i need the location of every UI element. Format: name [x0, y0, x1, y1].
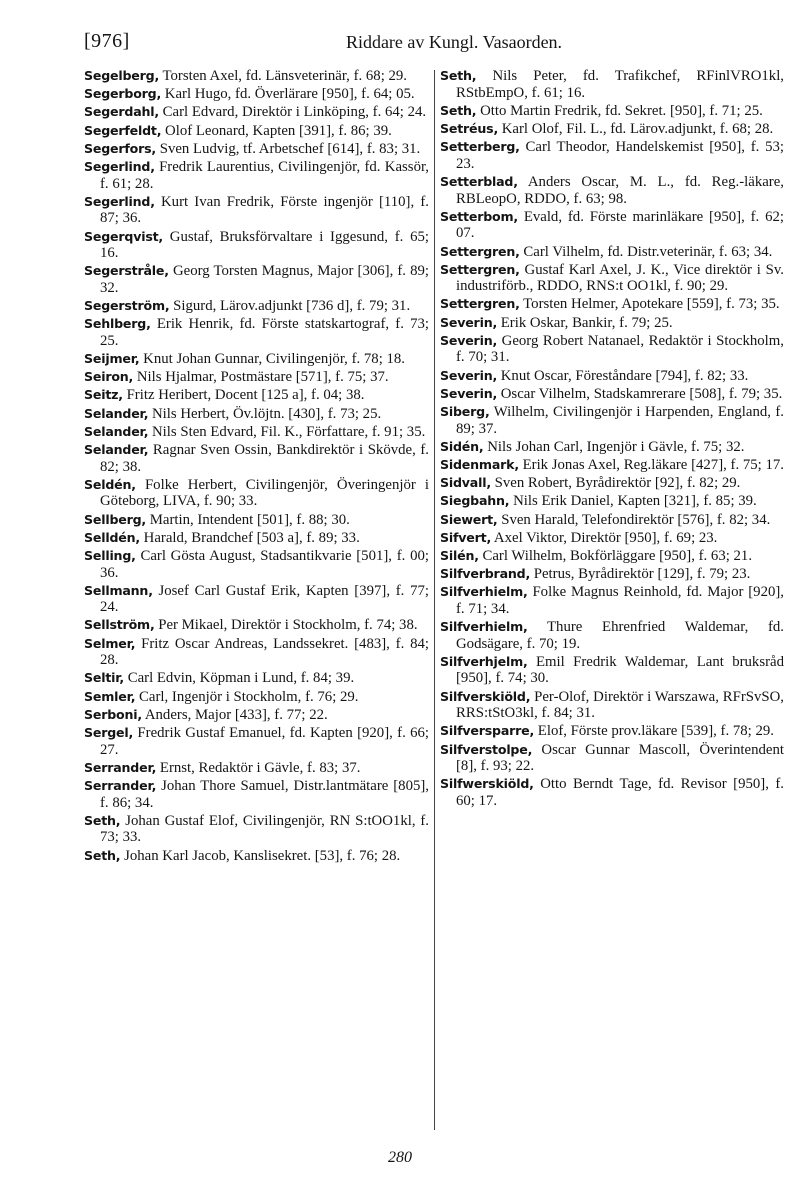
entry-surname: Silfverhielm,: [440, 619, 528, 635]
entry-surname: Sellmann,: [84, 582, 153, 598]
entry-details: Erik Henrik, fd. Förste statskartograf, f. 73; 25.: [100, 316, 429, 349]
entry-surname: Semler,: [84, 688, 136, 704]
entry-details: Harald, Brandchef [503 a], f. 89; 33.: [139, 529, 360, 546]
register-entry: [84, 617, 429, 634]
register-entry: [440, 584, 784, 617]
entry-details: Josef Carl Gustaf Erik, Kapten [397], f. 77; 24.: [100, 582, 429, 616]
register-entry: [440, 68, 784, 101]
entry-surname: Serrander,: [84, 759, 157, 775]
entry-details: Nils Johan Carl, Ingenjör i Gävle, f. 75; 32.: [483, 438, 745, 455]
entry-surname: Segerborg,: [84, 86, 162, 102]
entry-surname: Settergren,: [440, 243, 520, 259]
entry-details: Per-Olof, Direktör i Warszawa, RFrSvSO, RRS:tStO3kl, f. 84; 31.: [456, 688, 784, 722]
entry-surname: Segerfors,: [84, 140, 157, 156]
register-entry: [440, 368, 784, 385]
entry-surname: Severin,: [440, 314, 498, 330]
register-entry: [440, 548, 784, 565]
entry-details: Erik Oskar, Bankir, f. 79; 25.: [497, 314, 673, 331]
entry-details: Anders, Major [433], f. 77; 22.: [141, 706, 328, 723]
entry-details: Emil Fredrik Waldemar, Lant bruksråd [950], f. 74; 30.: [456, 653, 784, 687]
register-entry: [84, 316, 429, 349]
entry-details: Elof, Förste prov.läkare [539], f. 78; 29.: [534, 723, 774, 740]
register-entry: [440, 742, 784, 775]
entry-surname: Selling,: [84, 547, 136, 563]
entry-surname: Severin,: [440, 385, 498, 401]
register-entry: [84, 778, 429, 811]
entry-details: Nils Herbert, Öv.löjtn. [430], f. 73; 25.: [148, 405, 382, 422]
entry-details: Torsten Helmer, Apotekare [559], f. 73; 35.: [519, 296, 780, 313]
left-column: [84, 68, 429, 866]
entry-details: Anders Oscar, M. L., fd. Reg.-läkare, RBLeopO, RDDO, f. 63; 98.: [456, 173, 784, 207]
entry-details: Otto Martin Fredrik, fd. Sekret. [950], f. 71; 25.: [476, 102, 763, 119]
entry-details: Sven Robert, Byrådirektör [92], f. 82; 29.: [490, 475, 741, 492]
entry-surname: Silfverskiöld,: [440, 688, 531, 704]
entry-details: Torsten Axel, fd. Länsveterinär, f. 68; 29.: [159, 68, 408, 84]
register-entry: [84, 477, 429, 510]
entry-details: Oscar Vilhelm, Stadskamrerare [508], f. 79; 35.: [497, 385, 783, 402]
entry-surname: Seldén,: [84, 476, 136, 492]
register-entry: [84, 68, 429, 85]
register-entry: [84, 548, 429, 581]
register-entry: [84, 670, 429, 687]
entry-surname: Seijmer,: [84, 351, 140, 367]
register-entry: [440, 174, 784, 207]
entry-surname: Sidvall,: [440, 475, 491, 491]
register-entry: [440, 333, 784, 366]
entry-surname: Segerstråle,: [84, 263, 169, 279]
register-entry: [84, 424, 429, 441]
entry-surname: Silfverbrand,: [440, 566, 531, 582]
entry-surname: Sergel,: [84, 725, 134, 740]
entry-surname: Siegbahn,: [440, 493, 510, 509]
register-entry: [440, 386, 784, 403]
register-entry: [84, 159, 429, 192]
entry-details: Per Mikael, Direktör i Stockholm, f. 74; 38.: [154, 617, 418, 634]
entry-surname: Selander,: [84, 405, 149, 421]
entry-surname: Selldén,: [84, 529, 140, 545]
entry-surname: Seth,: [440, 102, 477, 118]
entry-surname: Selander,: [84, 441, 149, 457]
entry-surname: Segerström,: [84, 298, 170, 314]
entry-surname: Silfverhjelm,: [440, 653, 528, 669]
register-entry: [84, 530, 429, 547]
entry-surname: Sifvert,: [440, 529, 492, 545]
entry-surname: Segerlind,: [84, 158, 155, 174]
entry-details: Carl, Ingenjör i Stockholm, f. 76; 29.: [135, 688, 359, 705]
entry-details: Fritz Heribert, Docent [125 a], f. 04; 38.: [122, 387, 365, 404]
register-entry: [84, 387, 429, 404]
entry-details: Sven Harald, Telefondirektör [576], f. 82; 34.: [497, 511, 771, 528]
entry-details: Carl Vilhelm, fd. Distr.veterinär, f. 63; 34.: [519, 243, 773, 260]
entry-details: Johan Thore Samuel, Distr.lantmätare [805], f. 86; 34.: [100, 777, 429, 811]
entry-details: Fritz Oscar Andreas, Landssekret. [483], f. 84; 28.: [100, 635, 429, 669]
entry-surname: Silén,: [440, 547, 479, 563]
entry-surname: Setterblad,: [440, 173, 518, 189]
entry-surname: Selander,: [84, 423, 149, 439]
entry-surname: Segerqvist,: [84, 228, 164, 244]
entry-surname: Settergren,: [440, 261, 520, 277]
entry-details: Gustaf Karl Axel, J. K., Vice direktör i Sv. industriförb., RDDO, RNS:t OO1kl, f. 90; 29.: [456, 261, 784, 295]
register-entry: [84, 194, 429, 227]
entry-surname: Sellberg,: [84, 511, 147, 527]
entry-details: Georg Torsten Magnus, Major [306], f. 89; 32.: [100, 263, 429, 296]
register-entry: [440, 103, 784, 120]
entry-details: Ragnar Sven Ossin, Bankdirektör i Skövde, f. 82; 38.: [100, 441, 429, 475]
entry-details: Kurt Ivan Fredrik, Förste ingenjör [110], f. 87; 36.: [100, 193, 429, 227]
register-entry: [84, 636, 429, 669]
entry-details: Carl Wilhelm, Bokförläggare [950], f. 63; 21.: [478, 547, 753, 564]
register-entry: [440, 689, 784, 722]
entry-surname: Setterberg,: [440, 139, 520, 155]
entry-details: Nils Hjalmar, Postmästare [571], f. 75; 37.: [133, 369, 389, 386]
entry-details: Nils Erik Daniel, Kapten [321], f. 85; 39.: [509, 493, 757, 510]
entry-details: Fredrik Laurentius, Civilingenjör, fd. Kassör, f. 61; 28.: [100, 158, 429, 192]
entry-details: Wilhelm, Civilingenjör i Harpenden, England, f. 89; 37.: [456, 404, 784, 437]
entry-details: Nils Sten Edvard, Fil. K., Författare, f. 91; 35.: [148, 423, 426, 440]
register-entry: [440, 439, 784, 456]
entry-surname: Seth,: [84, 812, 121, 828]
entry-surname: Setréus,: [440, 120, 499, 136]
register-entry: [84, 298, 429, 315]
entry-surname: Sellström,: [84, 617, 155, 633]
page-title: Riddare av Kungl. Vasaorden.: [345, 32, 563, 52]
entry-details: Karl Olof, Fil. L., fd. Lärov.adjunkt, f. 68; 28.: [498, 120, 774, 137]
register-entry: [84, 442, 429, 475]
register-entry: [84, 406, 429, 423]
register-entry: [84, 351, 429, 368]
entry-surname: Seitz,: [84, 387, 123, 403]
entry-surname: Sidén,: [440, 438, 484, 454]
register-entry: [84, 813, 429, 846]
entry-surname: Severin,: [440, 332, 498, 348]
entry-details: Evald, fd. Förste marinläkare [950], f. 62; 07.: [456, 208, 784, 242]
entry-surname: Silfwerskiöld,: [440, 776, 534, 792]
entry-surname: Segerfeldt,: [84, 122, 162, 138]
register-entry: [440, 654, 784, 687]
entry-details: Martin, Intendent [501], f. 88; 30.: [146, 511, 350, 528]
register-entry: [440, 296, 784, 313]
register-entry: [440, 723, 784, 740]
entry-details: Johan Gustaf Elof, Civilingenjör, RN S:tOO1kl, f. 73; 33.: [100, 812, 429, 846]
register-entry: [440, 530, 784, 547]
entry-details: Carl Edvin, Köpman i Lund, f. 84; 39.: [124, 670, 355, 687]
entry-details: Knut Oscar, Föreståndare [794], f. 82; 33.: [497, 367, 749, 384]
page-number: 280: [388, 1149, 412, 1166]
entry-details: Folke Magnus Reinhold, fd. Major [920], f. 71; 34.: [456, 584, 784, 617]
entry-surname: Seltir,: [84, 670, 125, 686]
register-entry: [84, 707, 429, 724]
register-entry: [84, 689, 429, 706]
entry-surname: Seth,: [84, 847, 121, 863]
entry-details: Johan Karl Jacob, Kanslisekret. [53], f. 76; 28.: [120, 847, 401, 864]
entry-surname: Seiron,: [84, 369, 134, 385]
register-entry: [440, 139, 784, 172]
register-entry: [440, 619, 784, 652]
register-entry: [84, 141, 429, 158]
register-entry: [440, 493, 784, 510]
register-entry: [84, 512, 429, 529]
entry-details: Gustaf, Bruksförvaltare i Iggesund, f. 65; 16.: [100, 228, 429, 262]
entry-surname: Silfverstolpe,: [440, 741, 533, 757]
entry-details: Sigurd, Lärov.adjunkt [736 d], f. 79; 31.: [169, 298, 411, 315]
entry-surname: Silfverhielm,: [440, 584, 528, 600]
entry-surname: Siberg,: [440, 404, 490, 419]
register-entry: [440, 457, 784, 474]
entry-surname: Selmer,: [84, 635, 136, 651]
register-entry: [440, 262, 784, 295]
entry-details: Nils Peter, fd. Trafikchef, RFinlVRO1kl, RStbEmpO, f. 61; 16.: [456, 68, 784, 101]
register-entry: [84, 229, 429, 262]
entry-surname: Sidenmark,: [440, 456, 519, 472]
entry-surname: Silfversparre,: [440, 723, 535, 739]
register-entry: [84, 263, 429, 296]
register-entry: [84, 760, 429, 777]
entry-surname: Segelberg,: [84, 68, 160, 83]
register-entry: [84, 369, 429, 386]
entry-details: Carl Edvard, Direktör i Linköping, f. 64; 24.: [158, 104, 427, 121]
register-entry: [440, 566, 784, 583]
entry-details: Thure Ehrenfried Waldemar, fd. Godsägare, f. 70; 19.: [456, 619, 784, 652]
entry-surname: Sehlberg,: [84, 316, 151, 332]
entry-details: Carl Theodor, Handelskemist [950], f. 53; 23.: [456, 139, 784, 172]
register-entry: [440, 209, 784, 242]
entry-surname: Setterbom,: [440, 208, 518, 224]
entry-details: Olof Leonard, Kapten [391], f. 86; 39.: [161, 122, 392, 139]
entry-details: Sven Ludvig, tf. Arbetschef [614], f. 83; 31.: [156, 140, 421, 157]
entry-surname: Segerlind,: [84, 193, 155, 209]
entry-details: Axel Viktor, Direktör [950], f. 69; 23.: [491, 529, 718, 546]
page-header: [84, 30, 784, 56]
register-entry: [440, 475, 784, 492]
entry-surname: Siewert,: [440, 511, 498, 527]
entry-details: Knut Johan Gunnar, Civilingenjör, f. 78; 18.: [139, 351, 405, 368]
register-entry: [440, 315, 784, 332]
entry-surname: Serboni,: [84, 706, 142, 722]
register-entry: [84, 104, 429, 121]
register-entry: [440, 512, 784, 529]
column-divider: [434, 70, 435, 1130]
entry-details: Oscar Gunnar Mascoll, Överintendent [8], f. 93; 22.: [456, 741, 784, 775]
entry-details: Fredrik Gustaf Emanuel, fd. Kapten [920], f. 66; 27.: [100, 725, 429, 758]
right-column: [440, 68, 784, 811]
entry-surname: Settergren,: [440, 296, 520, 312]
entry-surname: Segerdahl,: [84, 104, 159, 120]
register-entry: [84, 86, 429, 103]
register-entry: [440, 404, 784, 437]
entry-details: Georg Robert Natanael, Redaktör i Stockholm, f. 70; 31.: [456, 332, 784, 366]
entry-surname: Severin,: [440, 367, 498, 383]
register-entry: [84, 123, 429, 140]
entry-surname: Seth,: [440, 68, 477, 83]
entry-details: Ernst, Redaktör i Gävle, f. 83; 37.: [156, 759, 361, 776]
page-reference: [976]: [84, 30, 130, 52]
register-entry: [440, 776, 784, 809]
register-entry: [84, 725, 429, 758]
entry-details: Petrus, Byrådirektör [129], f. 79; 23.: [530, 566, 751, 583]
entry-details: Otto Berndt Tage, fd. Revisor [950], f. 60; 17.: [456, 776, 784, 809]
register-entry: [440, 121, 784, 138]
register-entry: [440, 244, 784, 261]
entry-details: Carl Gösta August, Stadsantikvarie [501], f. 00; 36.: [100, 547, 429, 581]
entry-details: Erik Jonas Axel, Reg.läkare [427], f. 75; 17.: [518, 456, 784, 473]
register-entry: [84, 848, 429, 865]
entry-surname: Serrander,: [84, 777, 157, 793]
entry-details: Karl Hugo, fd. Överlärare [950], f. 64; 05.: [161, 86, 415, 103]
register-entry: [84, 583, 429, 616]
entry-details: Folke Herbert, Civilingenjör, Överingenjör i Göteborg, LIVA, f. 90; 33.: [100, 476, 429, 510]
